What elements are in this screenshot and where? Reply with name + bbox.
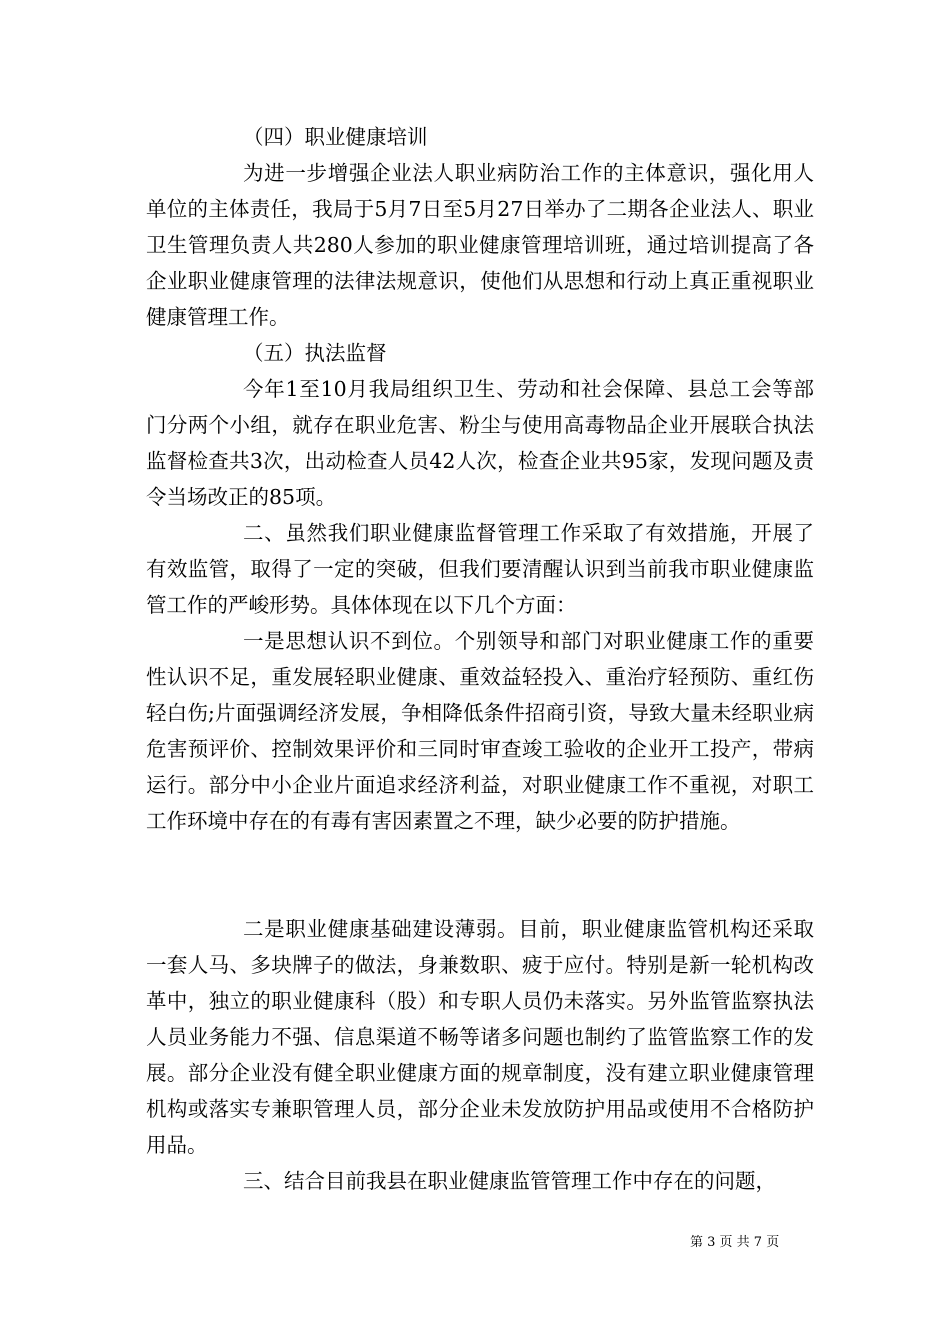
section-4-heading: （四）职业健康培训 bbox=[243, 125, 428, 149]
part-3-intro: 三、结合目前我县在职业健康监管管理工作中存在的问题， bbox=[243, 1169, 776, 1193]
part-2-intro: 二、虽然我们职业健康监督管理工作采取了有效措施，开展了有效监管，取得了一定的突破，但我们要清醒认识到当前我市职业健康监管工作的严峻形势。具体体现在以下几个方面： bbox=[146, 521, 814, 617]
section-5-heading: （五）执法监督 bbox=[243, 341, 387, 365]
section-4-body: 为进一步增强企业法人职业病防治工作的主体意识，强化用人单位的主体责任，我局于5月7日至5月27日举办了二期各企业法人、职业卫生管理负责人共280人参加的职业健康管理培训班，通过培训提高了各企业职业健康管理的法律法规意识，使他们从思想和行动上真正重视职业健康管理工作。 bbox=[146, 161, 814, 329]
part-2-point-2: 二是职业健康基础建设薄弱。目前，职业健康监管机构还采取一套人马、多块牌子的做法，身兼数职、疲于应付。特别是新一轮机构改革中，独立的职业健康科（股）和专职人员仍未落实。另外监管监察执法人员业务能力不强、信息渠道不畅等诸多问题也制约了监管监察工作的发展。部分企业没有健全职业健康方面的规章制度，没有建立职业健康管理机构或落实专兼职管理人员，部分企业未发放防护用品或使用不合格防护用品。 bbox=[146, 917, 814, 1157]
part-2-point-1: 一是思想认识不到位。个别领导和部门对职业健康工作的重要性认识不足，重发展轻职业健康、重效益轻投入、重治疗轻预防、重红伤轻白伤;片面强调经济发展，争相降低条件招商引资，导致大量未经职业病危害预评价、控制效果评价和三同时审查竣工验收的企业开工投产，带病运行。部分中小企业片面追求经济利益，对职业健康工作不重视，对职工工作环境中存在的有毒有害因素置之不理，缺少必要的防护措施。 bbox=[146, 629, 814, 833]
page-number-footer: 第 3 页 共 7 页 bbox=[690, 1235, 780, 1250]
section-5-body: 今年1至10月我局组织卫生、劳动和社会保障、县总工会等部门分两个小组，就存在职业危害、粉尘与使用高毒物品企业开展联合执法监督检查共3次，出动检查人员42人次，检查企业共95家，发现问题及责令当场改正的85项。 bbox=[146, 377, 814, 509]
